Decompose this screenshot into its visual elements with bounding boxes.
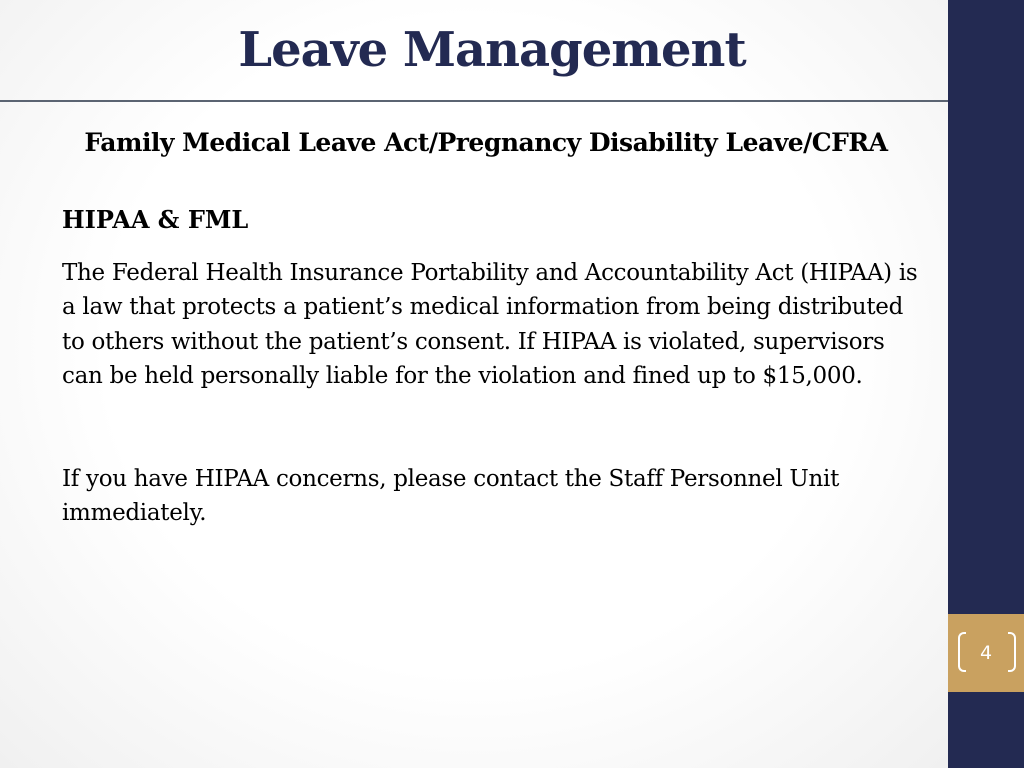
title-divider — [0, 100, 948, 102]
page-number-box — [948, 614, 1024, 692]
body-paragraph-hipaa: The Federal Health Insurance Portability and Accountability Act (HIPAA) is a law that protects a patient’s medical information from being distributed to others without the patient’s consent. If HIPAA is violated, supervisors can be held personally liable for the violation and fined up to $15,000. — [62, 260, 918, 389]
section-heading: HIPAA & FML — [62, 205, 249, 234]
slide-title: Leave Management — [238, 22, 746, 78]
page-number: 4 — [979, 642, 993, 664]
slide-subtitle: Family Medical Leave Act/Pregnancy Disability Leave/CFRA — [84, 128, 888, 157]
body-paragraph-contact: If you have HIPAA concerns, please contact the Staff Personnel Unit immediately. — [62, 466, 840, 527]
